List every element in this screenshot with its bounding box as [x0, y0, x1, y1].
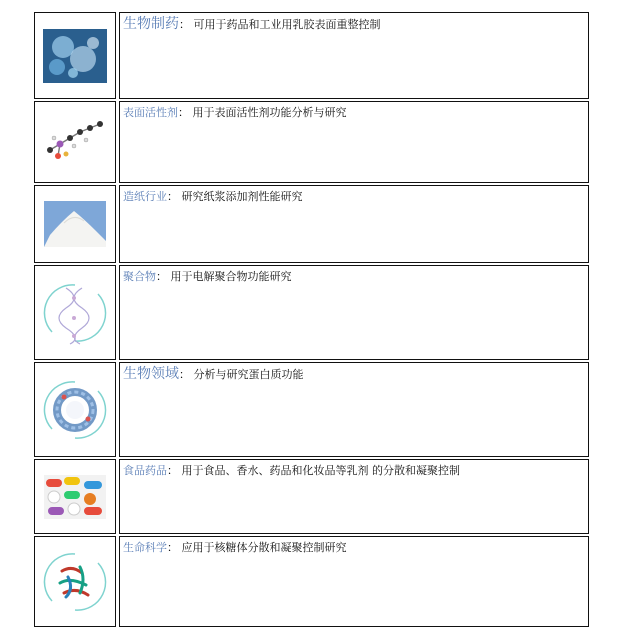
row-text: 可用于药品和工业用乳胶表面重整控制	[193, 18, 381, 31]
row-label: 生物领域	[123, 366, 179, 382]
molecule-model-image	[34, 101, 116, 183]
row-label: 生命科学	[123, 541, 167, 554]
protein-ring-image	[34, 362, 116, 457]
row-text: 用于表面活性剂功能分析与研究	[192, 106, 347, 119]
row-description: 造纸行业： 研究纸浆添加剂性能研究	[119, 185, 589, 263]
row-label: 聚合物	[123, 270, 156, 283]
row-text: 应用于核糖体分散和凝聚控制研究	[181, 541, 347, 554]
row-text: 用于电解聚合物功能研究	[170, 270, 292, 283]
row-description: 聚合物： 用于电解聚合物功能研究	[119, 265, 589, 360]
ribosome-structure-image	[34, 536, 116, 627]
row-description: 生命科学： 应用于核糖体分散和凝聚控制研究	[119, 536, 589, 627]
row-description: 生物制药： 可用于药品和工业用乳胶表面重整控制	[119, 12, 589, 99]
row-text: 分析与研究蛋白质功能	[193, 368, 304, 381]
biopharma-cells-image	[34, 12, 116, 99]
row-description: 食品药品： 用于食品、香水、药品和化妆品等乳剂 的分散和凝聚控制	[119, 459, 589, 534]
row-text: 研究纸浆添加剂性能研究	[181, 190, 303, 203]
row-description: 生物领域： 分析与研究蛋白质功能	[119, 362, 589, 457]
row-label: 食品药品	[123, 464, 167, 477]
row-label: 表面活性剂	[123, 106, 178, 119]
white-powder-pile-image	[34, 185, 116, 263]
row-label: 生物制药	[123, 16, 179, 32]
polymer-helix-image	[34, 265, 116, 360]
row-label: 造纸行业	[123, 190, 167, 203]
row-description: 表面活性剂： 用于表面活性剂功能分析与研究	[119, 101, 589, 183]
row-text: 用于食品、香水、药品和化妆品等乳剂 的分散和凝聚控制	[181, 464, 460, 477]
capsules-pills-image	[34, 459, 116, 534]
